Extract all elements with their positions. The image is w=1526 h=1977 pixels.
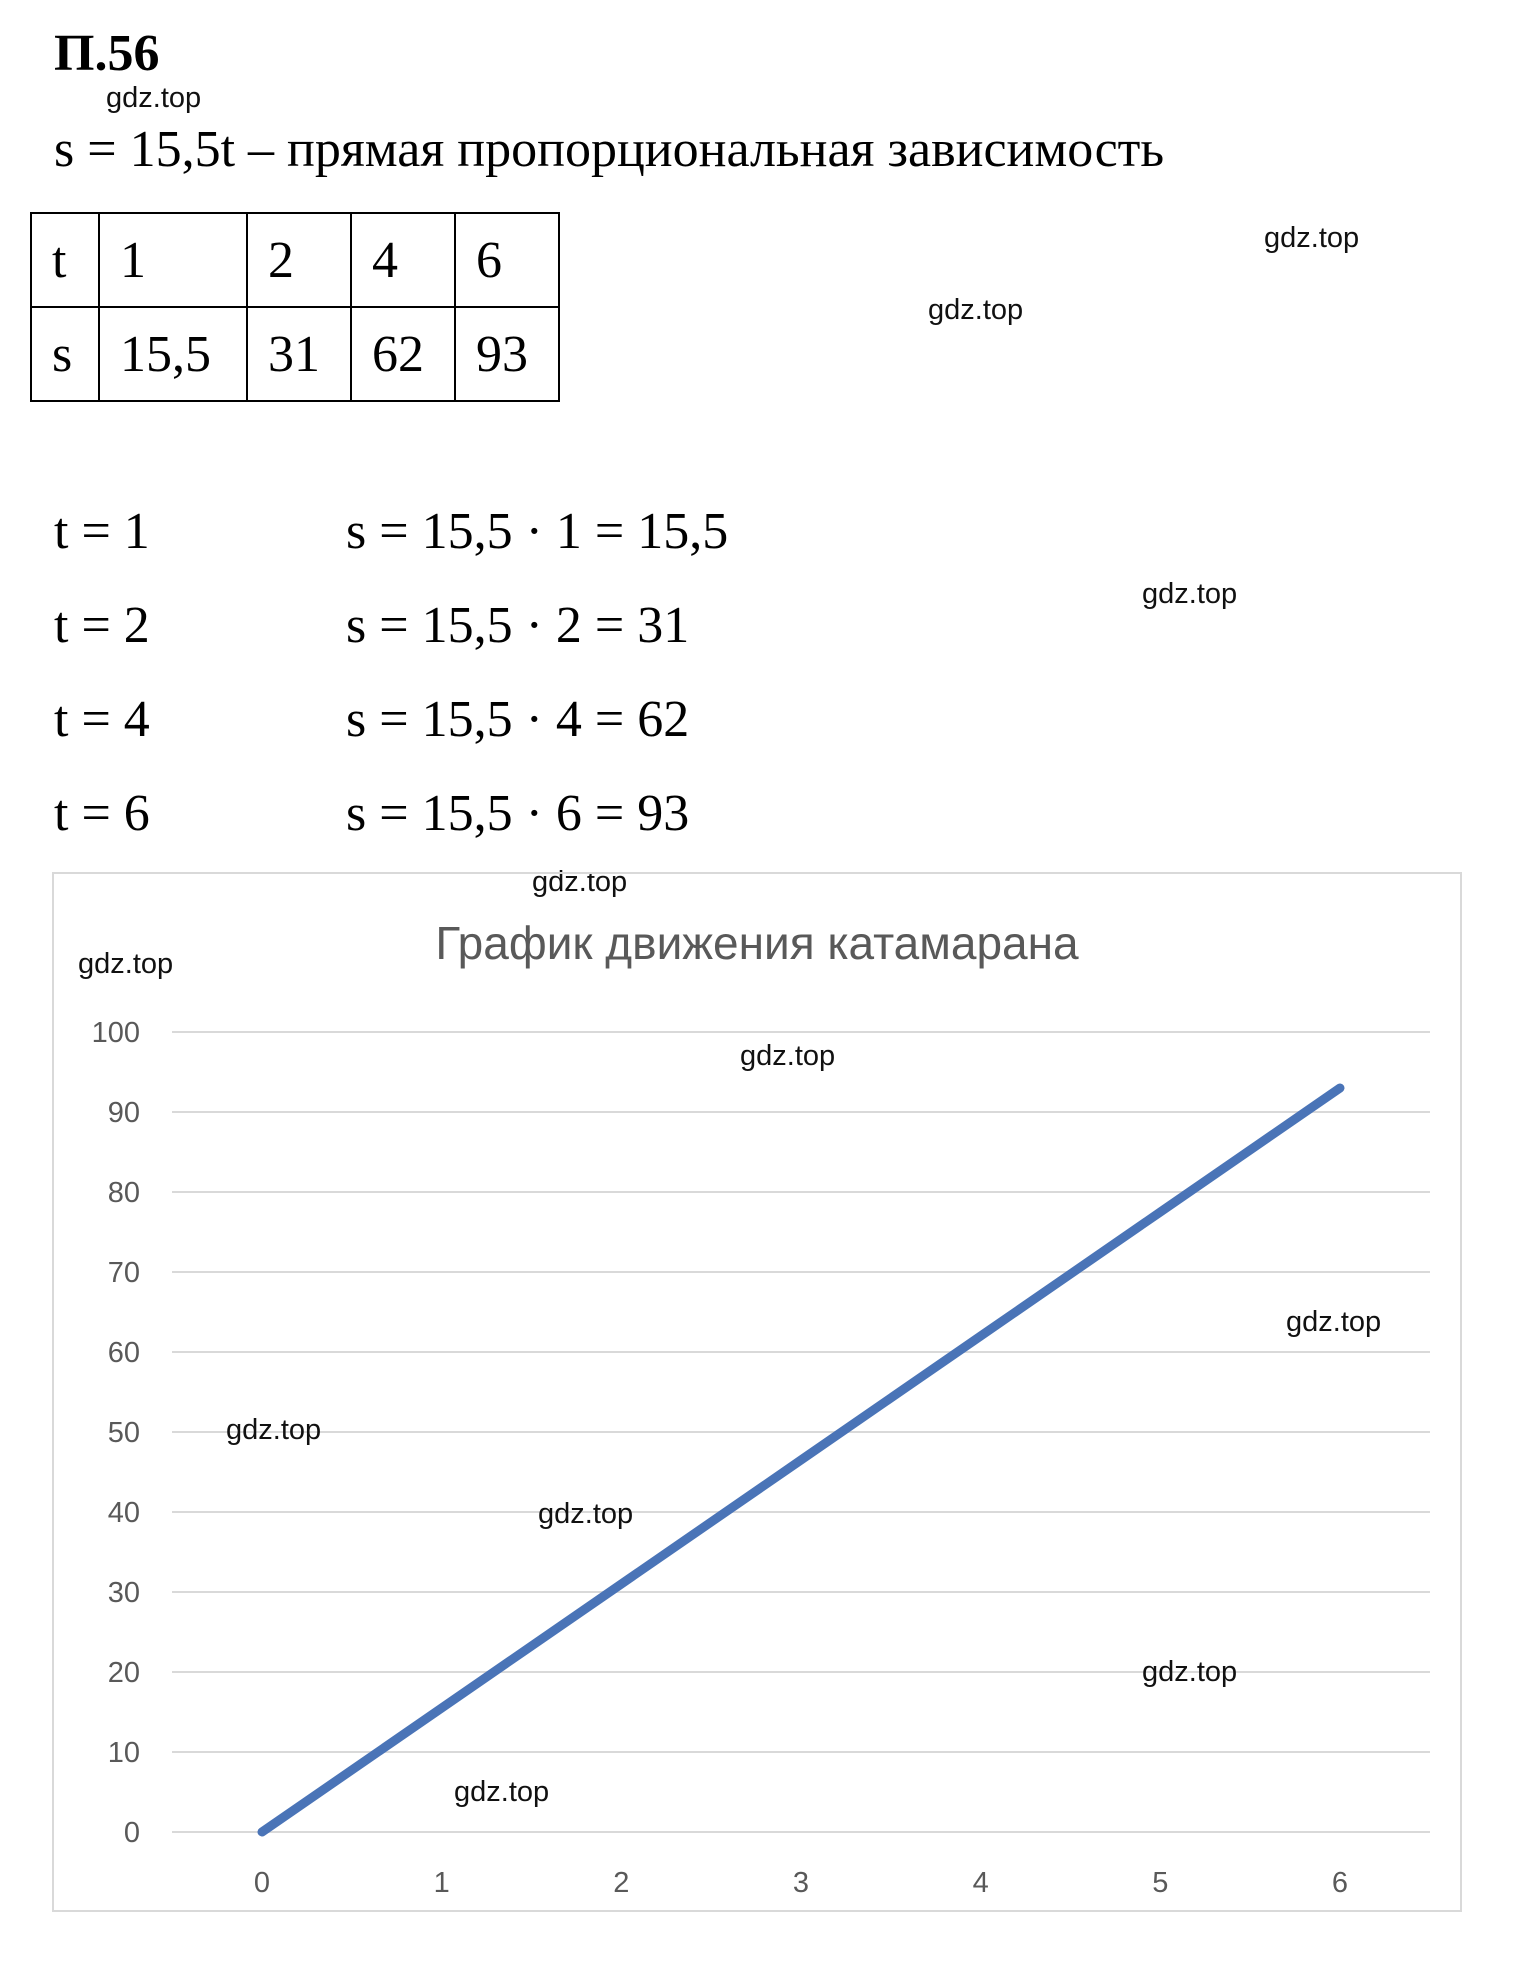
table-cell: 62 — [351, 307, 455, 401]
x-tick-label: 6 — [1331, 1867, 1349, 1899]
watermark: gdz.top — [106, 82, 202, 114]
watermark: gdz.top — [740, 1040, 836, 1072]
calc-s: s = 15,5 · 2 = 31 — [346, 597, 690, 654]
calc-s: s = 15,5 · 1 = 15,5 — [346, 503, 729, 560]
calc-t: t = 1 — [54, 503, 150, 560]
y-tick-label: 80 — [107, 1177, 140, 1209]
calc-s: s = 15,5 · 6 = 93 — [346, 785, 690, 842]
calc-t: t = 4 — [54, 691, 150, 748]
chart-title: График движения катамарана — [435, 917, 1079, 969]
table-cell: s — [31, 307, 99, 401]
watermark: gdz.top — [532, 866, 628, 898]
table-cell: 1 — [99, 213, 247, 307]
watermark: gdz.top — [226, 1414, 322, 1446]
x-tick-label: 5 — [1152, 1867, 1169, 1899]
watermark: gdz.top — [1264, 222, 1360, 254]
watermark: gdz.top — [928, 294, 1024, 326]
y-tick-label: 40 — [107, 1497, 140, 1529]
chart — [52, 872, 1462, 1912]
watermark: gdz.top — [538, 1498, 634, 1530]
table-row — [31, 307, 559, 401]
watermark: gdz.top — [1142, 578, 1238, 610]
x-tick-label: 1 — [433, 1867, 450, 1899]
page-title: П.56 — [54, 25, 160, 82]
watermark: gdz.top — [454, 1776, 550, 1808]
watermark: gdz.top — [1142, 1656, 1238, 1688]
table-cell: 93 — [455, 307, 559, 401]
y-tick-label: 0 — [123, 1817, 140, 1849]
table-cell: 15,5 — [99, 307, 247, 401]
calc-t: t = 6 — [54, 785, 150, 842]
x-tick-label: 0 — [253, 1867, 271, 1899]
table-row — [31, 213, 559, 307]
y-tick-label: 30 — [107, 1577, 140, 1609]
table-cell: 31 — [247, 307, 351, 401]
y-tick-label: 100 — [91, 1017, 140, 1049]
chart-plot — [54, 874, 1460, 1910]
y-tick-label: 50 — [107, 1417, 140, 1449]
y-tick-label: 60 — [107, 1337, 140, 1369]
table-cell: 4 — [351, 213, 455, 307]
y-tick-label: 90 — [107, 1097, 140, 1129]
watermark: gdz.top — [1286, 1306, 1382, 1338]
x-tick-label: 2 — [613, 1867, 630, 1899]
y-tick-label: 70 — [107, 1257, 140, 1289]
watermark: gdz.top — [78, 948, 174, 980]
values-table — [30, 212, 560, 402]
table-cell: t — [31, 213, 99, 307]
y-tick-label: 20 — [107, 1657, 140, 1689]
x-tick-label: 4 — [972, 1867, 989, 1899]
calc-t: t = 2 — [54, 597, 150, 654]
calc-s: s = 15,5 · 4 = 62 — [346, 691, 690, 748]
x-tick-label: 3 — [792, 1867, 810, 1899]
statement: s = 15,5t – прямая пропорциональная зависимость — [54, 121, 1165, 178]
table-cell: 2 — [247, 213, 351, 307]
y-tick-label: 10 — [107, 1737, 140, 1769]
table-cell: 6 — [455, 213, 559, 307]
